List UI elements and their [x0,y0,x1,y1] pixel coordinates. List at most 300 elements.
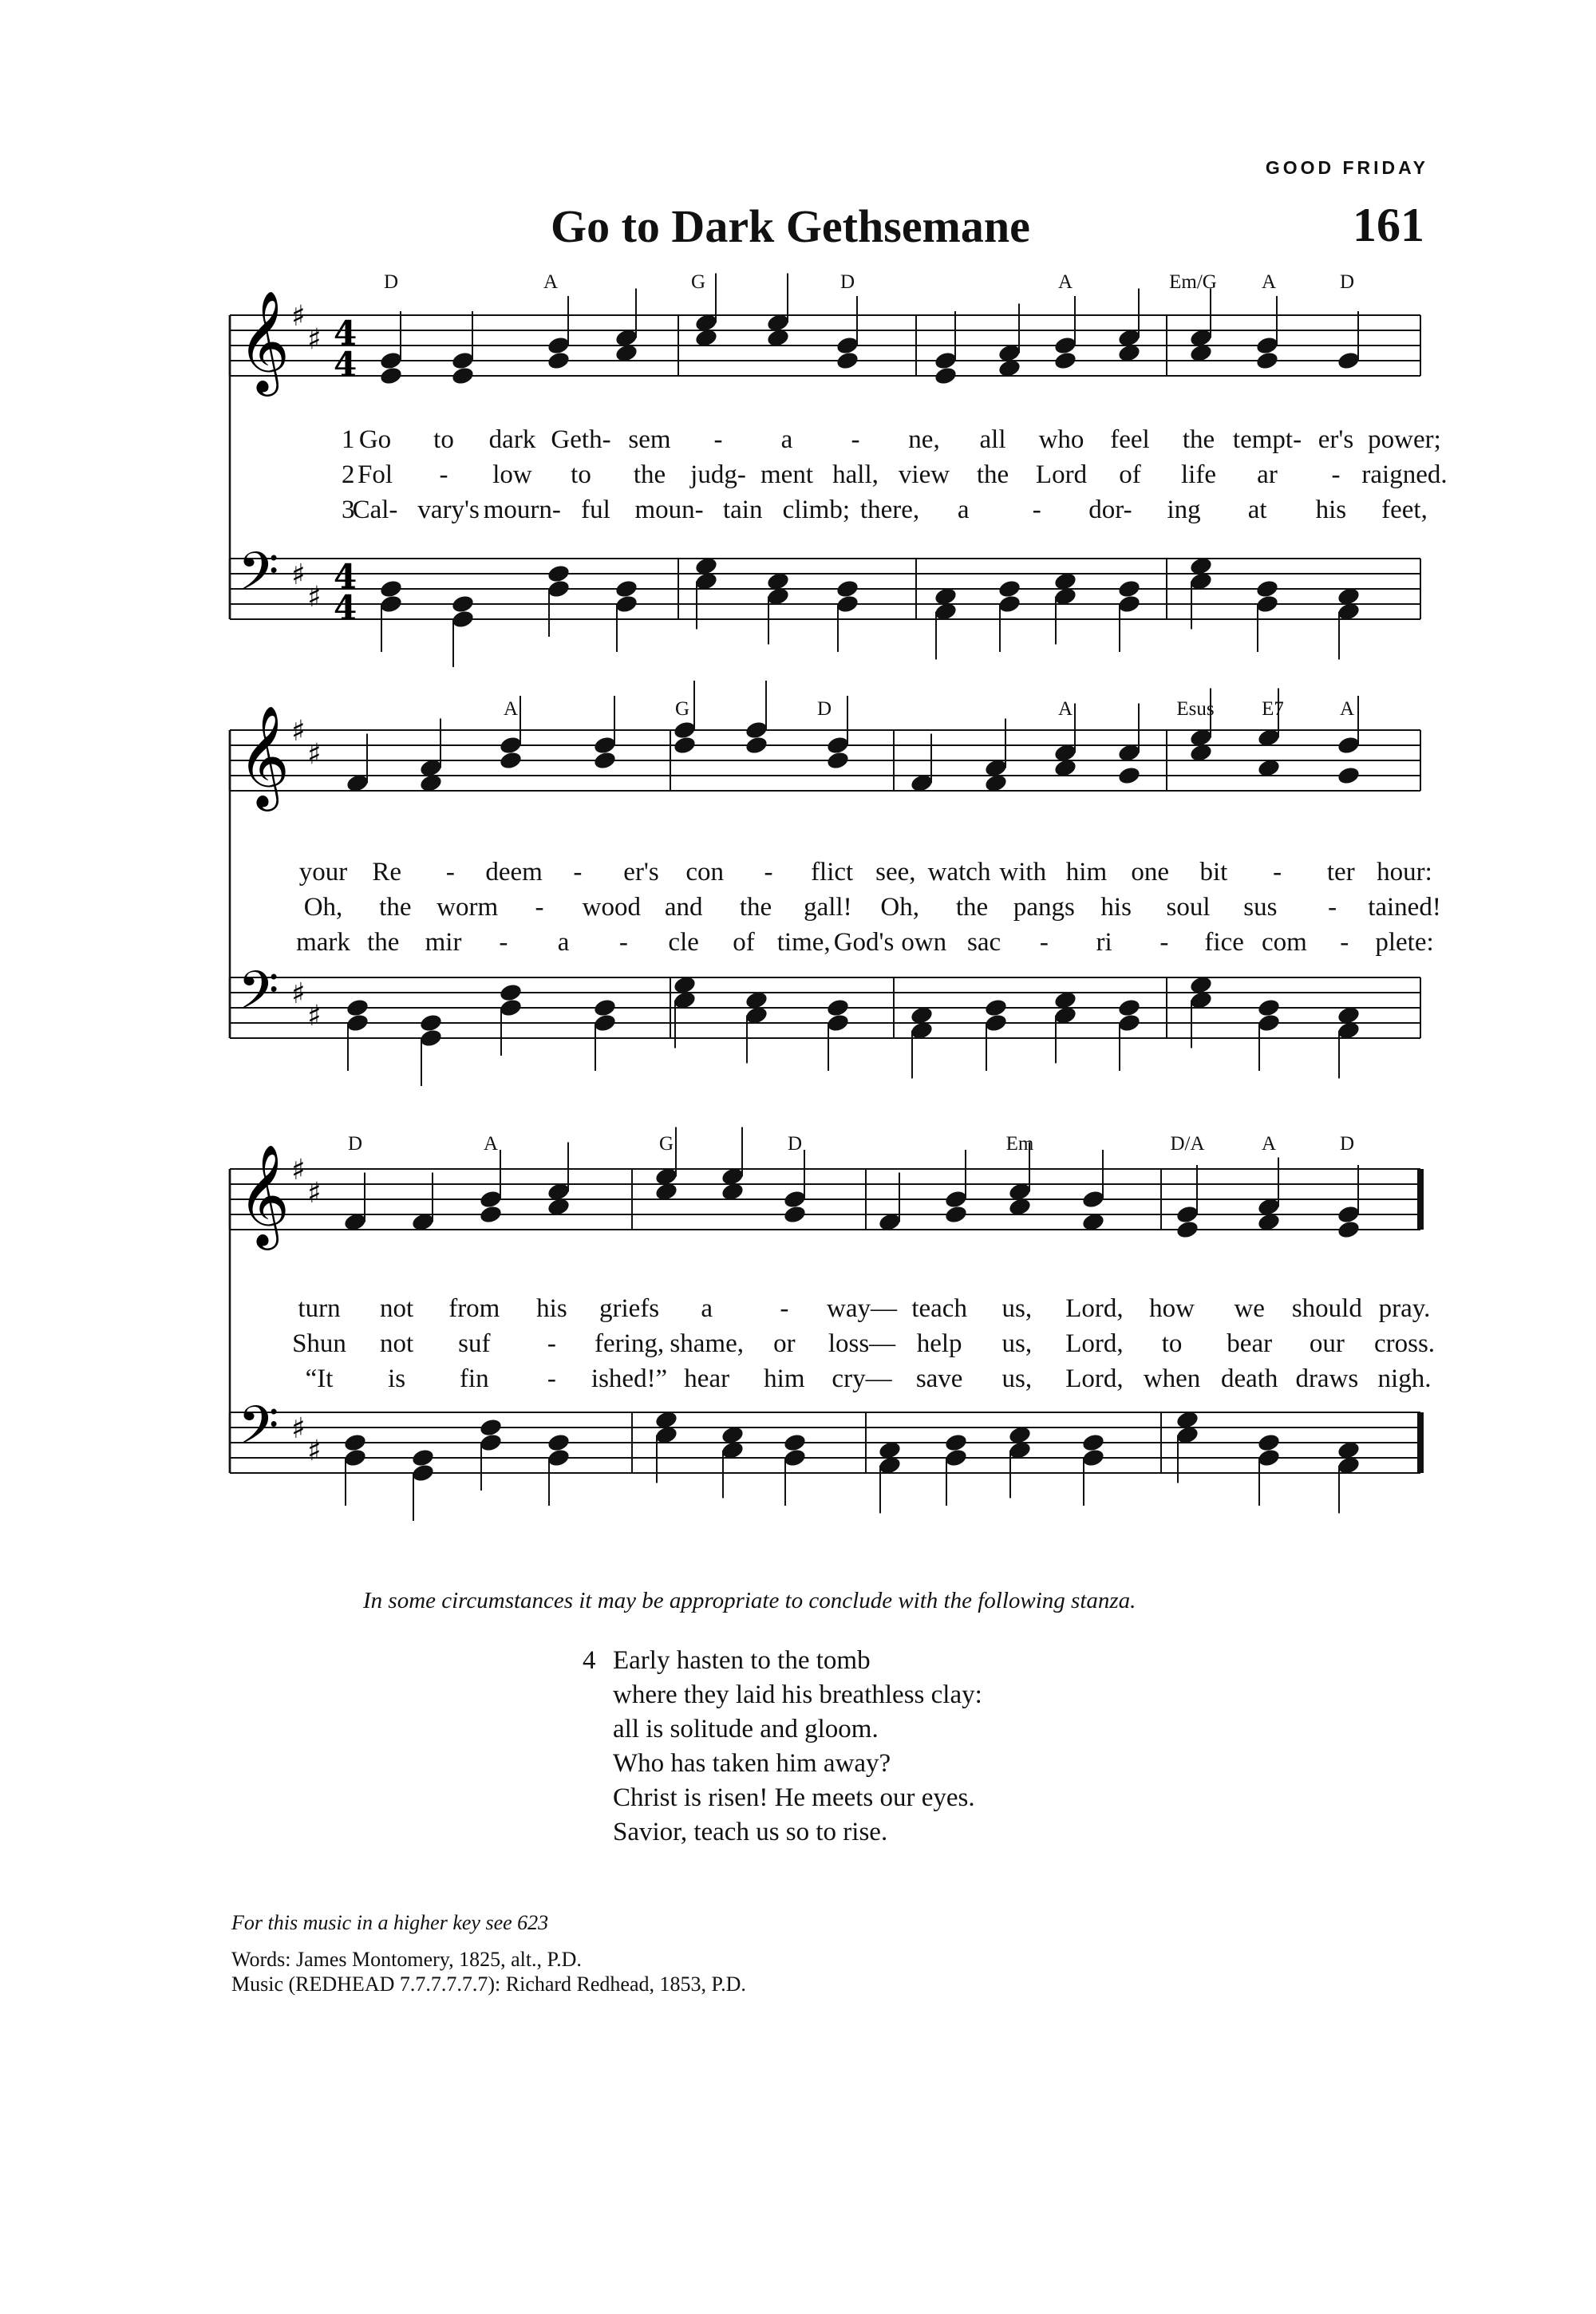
lyric-syllable: - [535,893,544,922]
notehead [614,578,639,599]
lyric-syllable: - [618,928,628,957]
chord-symbol: D [787,1133,803,1155]
notehead [836,335,860,356]
notehead [547,578,571,599]
lyric-syllable: mourn- [483,496,561,524]
notehead [783,1204,808,1225]
lyric-line [0,928,1596,960]
lyric-syllable: worm [437,893,499,922]
notehead [547,563,571,584]
lyric-syllable: con [685,858,725,887]
lyric-syllable: when [1143,1364,1201,1393]
chord-symbol: Esus [1176,698,1215,720]
treble-clef: 𝄞 [238,290,290,392]
lyric-syllable: turn [298,1294,341,1323]
stanza-4 [583,1644,982,1850]
lyric-syllable: tained! [1368,893,1441,922]
notehead [984,997,1009,1018]
notehead [745,720,769,740]
notehead [934,365,958,386]
notehead [783,1432,808,1453]
lyric-syllable: ful [581,496,610,524]
lyric-syllable: hear [684,1364,730,1393]
lyric-syllable: help [916,1329,962,1358]
lyric-syllable: - [1032,496,1041,524]
lyric-syllable: death [1220,1364,1278,1393]
lyric-syllable: - [1159,928,1169,957]
lyric-syllable: him [764,1364,805,1393]
lyric-syllable: ished!” [591,1364,668,1393]
verse-number: 1 [342,425,355,454]
chord-symbol: G [674,698,690,720]
key-reference: For this music in a higher key see 623 [231,1911,549,1934]
lyric-syllable: a [557,928,570,957]
treble-clef: 𝄞 [238,705,290,807]
lyric-syllable: - [1273,858,1282,887]
lyric-syllable: com [1262,928,1307,957]
chord-symbol: A [1261,271,1277,293]
lyric-syllable: one [1131,858,1169,887]
lyric-syllable: - [499,928,508,957]
notehead [944,1447,969,1468]
lyric-syllable: see, [875,858,916,887]
lyric-line [0,1294,1596,1326]
lyric-syllable: Lord, [1065,1294,1124,1323]
stanza-number: 4 [583,1646,596,1675]
notehead [783,1189,808,1210]
notehead [499,997,523,1018]
lyric-syllable: - [445,858,455,887]
lyric-syllable: how [1149,1294,1195,1323]
lyric-syllable: flict [811,858,854,887]
lyric-syllable: the [976,460,1009,489]
lyric-syllable: the [367,928,400,957]
chord-symbol: A [1261,1133,1277,1155]
lyric-syllable: feel [1110,425,1150,454]
lyric-syllable: - [1331,460,1341,489]
lyric-syllable: ri [1096,928,1112,957]
notehead [944,1189,969,1210]
lyric-syllable: life [1181,460,1216,489]
lyric-syllable: fering, [595,1329,665,1358]
lyric-syllable: your [298,858,348,887]
notehead [499,735,523,756]
notehead [547,335,571,356]
lyric-line [0,893,1596,925]
notehead [944,1204,969,1225]
notehead [1081,1189,1106,1210]
notehead [479,1432,504,1453]
lyric-syllable: Geth- [551,425,611,454]
lyric-syllable: the [955,893,989,922]
notehead [826,750,851,771]
lyric-syllable: a [780,425,793,454]
notehead [1337,735,1361,756]
lyric-syllable: moun- [634,496,704,524]
notehead [451,365,476,386]
lyric-syllable: cross. [1373,1329,1436,1358]
notehead [1257,1432,1282,1453]
chord-symbol: A [483,1133,499,1155]
lyric-syllable: soul [1166,893,1211,922]
notehead [1117,578,1142,599]
sharp-sign: ♯ [307,581,322,614]
verse-number: 2 [342,460,355,489]
lyric-syllable: wood [582,893,641,922]
notehead [411,1447,436,1468]
notehead [1175,1204,1200,1225]
lyric-syllable: the [739,893,772,922]
chord-symbol: Em [1005,1133,1034,1155]
time-signature: 4 [334,314,358,353]
lyric-syllable: to [1161,1329,1183,1358]
notehead [1337,350,1361,371]
lyric-syllable: mark [296,928,350,957]
lyric-syllable: from [448,1294,500,1323]
notehead [826,997,851,1018]
lyric-syllable: - [713,425,723,454]
notehead [1255,335,1280,356]
bass-clef: 𝄢 [238,541,279,615]
lyric-syllable: er's [1317,425,1354,454]
notehead [1081,1447,1106,1468]
sharp-sign: ♯ [307,1177,322,1210]
notehead [379,594,404,614]
notehead [673,735,697,756]
lyric-syllable: hour: [1377,858,1432,887]
chord-symbol: A [1057,271,1073,293]
notehead [673,720,697,740]
lyric-syllable: raigned. [1361,460,1448,489]
lyric-syllable: draws [1295,1364,1359,1393]
chord-symbol: D [347,1133,363,1155]
chord-symbol: D [1339,271,1355,293]
notehead [944,1432,969,1453]
notehead [419,1028,444,1048]
lyric-syllable: Re [372,858,402,887]
lyric-syllable: low [492,460,532,489]
sharp-sign: ♯ [307,1000,322,1033]
sharp-sign: ♯ [291,300,306,333]
lyric-syllable: - [547,1364,556,1393]
notehead [479,1417,504,1438]
lyric-syllable: us, [1001,1294,1033,1323]
lyric-syllable: way— [827,1294,897,1323]
lyric-syllable: sac [966,928,1001,957]
notehead [547,350,571,371]
lyric-syllable: Shun [292,1329,346,1358]
chord-symbol: D [816,698,832,720]
stanza-line: Who has taken him away? [613,1749,891,1778]
verse-number: 3 [342,496,355,524]
notehead [1175,1219,1200,1240]
notehead [1255,578,1280,599]
lyric-syllable: Lord, [1065,1364,1124,1393]
lyric-syllable: “It [305,1364,334,1393]
chord-symbol: G [690,271,706,293]
lyric-syllable: tempt- [1232,425,1302,454]
sharp-sign: ♯ [291,559,306,591]
notehead [1117,765,1142,786]
sharp-sign: ♯ [307,1435,322,1467]
lyric-syllable: - [1340,928,1349,957]
lyric-syllable: teach [911,1294,967,1323]
lyric-syllable: Lord, [1065,1329,1124,1358]
lyric-syllable: - [1039,928,1049,957]
sharp-sign: ♯ [291,1412,306,1445]
notehead [934,350,958,371]
notehead [593,1013,618,1033]
lyric-syllable: watch [927,858,991,887]
hymn-number: 161 [1353,199,1424,251]
lyric-syllable: his [536,1294,567,1323]
lyric-syllable: not [380,1329,414,1358]
bass-clef: 𝄢 [238,1395,279,1469]
lyric-syllable: nigh. [1377,1364,1432,1393]
lyric-syllable: God's [833,928,895,957]
notehead [836,350,860,371]
hymn-title: Go to Dark Gethsemane [551,200,1030,252]
sharp-sign: ♯ [291,1154,306,1187]
notehead [1257,1013,1282,1033]
time-signature: 4 [334,345,358,384]
notehead [451,609,476,630]
lyric-syllable: judg- [690,460,746,489]
lyric-syllable: should [1291,1294,1362,1323]
lyric-syllable: gall! [804,893,852,922]
lyric-syllable: tain [722,496,763,524]
lyric-line [0,1329,1596,1361]
lyric-syllable: power; [1368,425,1441,454]
notehead [1117,1013,1142,1033]
notehead [499,982,523,1003]
lyric-syllable: dark [488,425,536,454]
lyric-syllable: vary's [417,496,480,524]
lyric-syllable: sem [628,425,671,454]
notehead [1257,1447,1282,1468]
lyric-syllable: - [851,425,860,454]
lyric-syllable: us, [1001,1364,1033,1393]
lyric-syllable: dor- [1088,496,1132,524]
notehead [1337,1219,1361,1240]
lyric-syllable: own [901,928,947,957]
notehead [593,750,618,771]
lyric-syllable: ter [1326,858,1355,887]
lyric-syllable: Go [358,425,392,454]
sharp-sign: ♯ [307,738,322,771]
lyric-syllable: of [1119,460,1141,489]
chord-symbol: E7 [1262,698,1284,720]
lyric-syllable: not [380,1294,414,1323]
notehead [593,997,618,1018]
time-signature: 4 [334,588,358,627]
notehead [547,1432,571,1453]
lyric-syllable: suf [458,1329,491,1358]
lyric-syllable: and [664,893,703,922]
lyric-syllable: to [433,425,454,454]
lyric-line [0,425,1596,457]
notehead [1255,594,1280,614]
optional-stanza-note: In some circumstances it may be appropriate to conclude with the following stanza. [363,1588,1136,1613]
notehead [343,1432,368,1453]
lyric-syllable: griefs [598,1294,660,1323]
credits [231,1947,746,1996]
notehead [1117,997,1142,1018]
chord-symbol: A [503,698,519,720]
notehead [499,750,523,771]
lyric-syllable: us, [1001,1329,1033,1358]
lyric-syllable: time, [776,928,831,957]
notehead [836,594,860,614]
notehead [451,594,476,614]
lyric-syllable: cry— [832,1364,892,1393]
lyric-syllable: er's [623,858,659,887]
sharp-sign: ♯ [291,715,306,748]
notehead [346,1013,370,1033]
lyric-syllable: climb; [782,496,851,524]
sharp-sign: ♯ [291,977,306,1010]
lyric-syllable: shame, [670,1329,744,1358]
sharp-sign: ♯ [307,323,322,356]
lyric-syllable: there, [859,496,920,524]
notehead [479,1204,504,1225]
notehead [783,1447,808,1468]
lyric-syllable: pangs [1013,893,1075,922]
lyric-syllable: cle [668,928,699,957]
lyric-syllable: hall, [832,460,879,489]
lyric-syllable: or [773,1329,796,1358]
notehead [998,594,1022,614]
lyric-syllable: we [1234,1294,1265,1323]
lyric-syllable: Cal- [352,496,398,524]
chord-symbol: D [383,271,399,293]
lyric-syllable: - [764,858,773,887]
lyric-syllable: the [633,460,666,489]
lyric-syllable: his [1100,893,1132,922]
lyric-syllable: bit [1199,858,1228,887]
lyric-syllable: plete: [1375,928,1434,957]
lyric-syllable: ment [760,460,813,489]
notehead [1255,350,1280,371]
words-credit: Words: James Montomery, 1825, alt., P.D. [231,1948,582,1971]
time-signature: 4 [334,557,358,596]
notehead [836,578,860,599]
lyric-syllable: ar [1257,460,1278,489]
lyric-syllable: save [915,1364,963,1393]
lyric-syllable: - [780,1294,789,1323]
lyric-syllable: our [1309,1329,1345,1358]
lyric-syllable: Fol [357,460,393,489]
lyric-syllable: to [571,460,591,489]
lyric-syllable: - [439,460,448,489]
treble-clef: 𝄞 [238,1143,290,1246]
lyric-syllable: pray. [1378,1294,1431,1323]
notehead [343,1447,368,1468]
lyric-syllable: Oh, [303,893,343,922]
lyric-syllable: - [547,1329,556,1358]
notehead [1053,335,1078,356]
notehead [1053,350,1078,371]
notehead [984,1013,1009,1033]
lyric-line [0,496,1596,527]
chord-symbol: A [1339,698,1355,720]
chord-symbol: A [1057,698,1073,720]
notehead [411,1463,436,1483]
notehead [379,350,404,371]
notehead [419,1013,444,1033]
notehead [1117,594,1142,614]
lyric-syllable: deem [485,858,543,887]
lyric-syllable: with [999,858,1047,887]
stanza-line: Savior, teach us so to rise. [613,1818,888,1846]
lyric-syllable: Lord [1035,460,1088,489]
chord-symbol: D [1339,1133,1355,1155]
music-credit: Music (REDHEAD 7.7.7.7.7.7): Richard Redhead, 1853, P.D. [231,1972,746,1996]
lyric-syllable: mir [425,928,462,957]
lyric-syllable: bear [1227,1329,1273,1358]
lyric-syllable: who [1038,425,1084,454]
lyric-syllable: his [1315,496,1347,524]
lyric-line [0,460,1596,492]
lyric-syllable: a [957,496,970,524]
stanza-line: all is solitude and gloom. [613,1715,879,1743]
lyric-syllable: a [701,1294,713,1323]
notehead [614,594,639,614]
lyric-syllable: is [388,1364,406,1393]
notehead [1337,765,1361,786]
lyric-syllable: ne, [908,425,940,454]
stanza-line: Christ is risen! He meets our eyes. [613,1783,975,1812]
chord-symbol: D [839,271,855,293]
lyric-syllable: fice [1204,928,1244,957]
notehead [547,1447,571,1468]
notehead [745,735,769,756]
notehead [1081,1432,1106,1453]
stanza-line: Early hasten to the tomb [613,1646,871,1675]
lyric-syllable: him [1065,858,1108,887]
lyric-syllable: sus [1243,893,1278,922]
stanza-line: where they laid his breathless clay: [613,1680,982,1709]
notehead [379,365,404,386]
notehead [593,735,618,756]
notehead [379,578,404,599]
notehead [451,350,476,371]
lyric-line [0,1364,1596,1396]
section-label: GOOD FRIDAY [1265,157,1428,178]
notehead [826,735,851,756]
notehead [346,997,370,1018]
notehead [479,1189,504,1210]
chord-symbol: Em/G [1169,271,1217,293]
lyric-line [0,858,1596,890]
notehead [1337,1204,1361,1225]
lyric-syllable: - [573,858,583,887]
chord-symbol: G [658,1133,674,1155]
notehead [998,578,1022,599]
bass-clef: 𝄢 [238,960,279,1034]
notehead [826,1013,851,1033]
lyric-syllable: all [979,425,1006,454]
lyric-syllable: ing [1167,496,1201,524]
chord-symbol: D/A [1170,1133,1205,1155]
chord-symbol: A [543,271,559,293]
lyric-syllable: of [733,928,755,957]
lyric-syllable: at [1247,496,1267,524]
notehead [1257,997,1282,1018]
lyric-syllable: the [1182,425,1215,454]
lyric-syllable: loss— [828,1329,896,1358]
lyric-syllable: - [1328,893,1337,922]
